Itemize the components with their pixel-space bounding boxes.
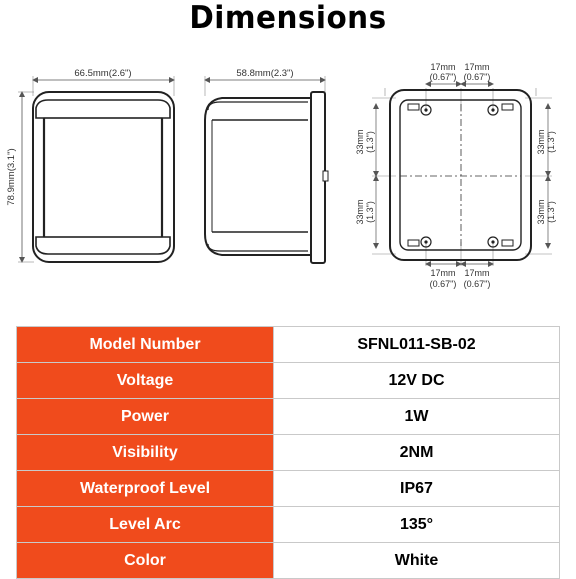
back-left-lower-in: (1.3") xyxy=(365,201,375,223)
spec-value: White xyxy=(274,543,560,579)
back-plate xyxy=(390,90,531,260)
back-bottom-right-mm: 17mm xyxy=(464,268,490,278)
spec-label: Waterproof Level xyxy=(17,471,274,507)
spec-label: Visibility xyxy=(17,435,274,471)
spec-row xyxy=(17,327,560,363)
spec-value: 12V DC xyxy=(274,363,560,399)
back-right-upper-in: (1.3") xyxy=(546,131,556,153)
back-top-right-in: (0.67") xyxy=(463,72,491,82)
back-left-upper-mm: 33mm xyxy=(355,129,365,155)
spec-value: IP67 xyxy=(274,471,560,507)
spec-value: 2NM xyxy=(274,435,560,471)
front-view xyxy=(6,68,174,262)
spec-row xyxy=(17,543,560,579)
front-height-label: 78.9mm(3.1") xyxy=(6,148,17,206)
side-depth-label: 58.8mm(2.3") xyxy=(236,68,294,79)
back-top-left-mm: 17mm xyxy=(430,62,456,72)
spec-row xyxy=(17,507,560,543)
spec-row xyxy=(17,471,560,507)
spec-row xyxy=(17,435,560,471)
back-top-right-mm: 17mm xyxy=(464,62,490,72)
back-right-lower-in: (1.3") xyxy=(546,201,556,223)
page-title: Dimensions xyxy=(189,0,387,36)
spec-row xyxy=(17,399,560,435)
front-width-label: 66.5mm(2.6") xyxy=(74,68,132,79)
front-lens xyxy=(44,118,162,237)
back-right-lower-mm: 33mm xyxy=(536,199,546,225)
spec-value: 1W xyxy=(274,399,560,435)
spec-label: Power xyxy=(17,399,274,435)
spec-value: 135° xyxy=(274,507,560,543)
spec-label: Model Number xyxy=(17,327,274,363)
back-left-upper-in: (1.3") xyxy=(365,131,375,153)
back-bottom-left-in: (0.67") xyxy=(429,279,457,289)
spec-label: Level Arc xyxy=(17,507,274,543)
spec-table xyxy=(16,326,560,579)
back-bottom-left-mm: 17mm xyxy=(430,268,456,278)
back-right-upper-mm: 33mm xyxy=(536,129,546,155)
spec-value: SFNL011-SB-02 xyxy=(274,327,560,363)
back-bottom-right-in: (0.67") xyxy=(463,279,491,289)
spec-label: Voltage xyxy=(17,363,274,399)
back-view xyxy=(355,62,556,289)
spec-label: Color xyxy=(17,543,274,579)
spec-row xyxy=(17,363,560,399)
back-left-lower-mm: 33mm xyxy=(355,199,365,225)
side-view xyxy=(205,68,328,263)
back-top-left-in: (0.67") xyxy=(429,72,457,82)
